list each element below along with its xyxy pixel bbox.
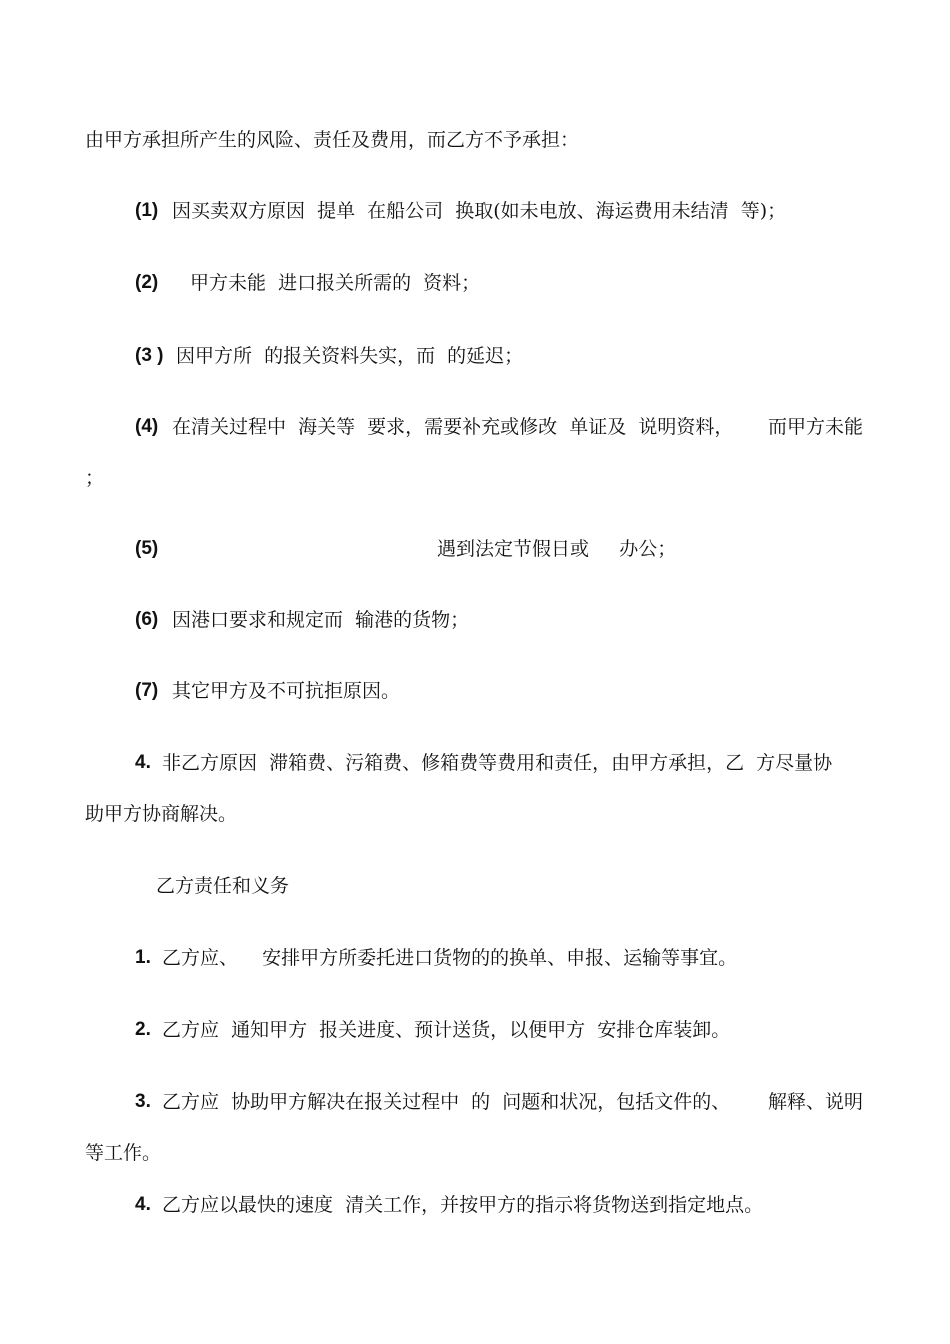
- item-6-number: (6): [135, 609, 159, 630]
- item-4-continuation: ；: [85, 467, 105, 489]
- item-4-tail: 而甲方未能: [768, 416, 864, 438]
- duty-2-number: 2.: [135, 1019, 151, 1040]
- duty-3-text: 乙方应 协助甲方解决在报关过程中 的 问题和状况，包括文件的、: [162, 1091, 731, 1113]
- para-4-number: 4.: [135, 752, 151, 773]
- item-3-text: 因甲方所 的报关资料失实，而 的延迟；: [176, 345, 524, 367]
- item-1-text: 因买卖双方原因 提单 在船公司 换取(如未电放、海运费用未结清 等)；: [172, 200, 787, 222]
- duty-3-tail: 解释、说明: [768, 1091, 864, 1113]
- para-4-text: 非乙方原因 滞箱费、污箱费、修箱费等费用和责任，由甲方承担，乙 方尽量协: [162, 752, 833, 774]
- duty-1-text: 乙方应、 安排甲方所委托进口货物的的换单、申报、运输等事宜。: [162, 947, 738, 969]
- item-6-text: 因港口要求和规定而 输港的货物；: [172, 609, 470, 631]
- duty-1-number: 1.: [135, 947, 151, 968]
- intro-line: 由甲方承担所产生的风险、责任及费用，而乙方不予承担：: [85, 129, 580, 151]
- duty-3-number: 3.: [135, 1091, 151, 1112]
- duty-4-number: 4.: [135, 1194, 151, 1215]
- item-7-text: 其它甲方及不可抗拒原因。: [172, 680, 401, 702]
- item-7-number: (7): [135, 680, 159, 701]
- item-4-text: 在清关过程中 海关等 要求，需要补充或修改 单证及 说明资料，: [172, 416, 734, 438]
- item-4-number: (4): [135, 416, 159, 437]
- item-2-text: 甲方未能 进口报关所需的 资料；: [190, 272, 481, 294]
- item-5-text: 遇到法定节假日或 办公；: [437, 538, 677, 560]
- item-1-number: (1): [135, 200, 159, 221]
- duty-3-continuation: 等工作。: [85, 1142, 162, 1164]
- item-2-number: (2): [135, 272, 159, 293]
- para-4-continuation: 助甲方协商解决。: [85, 803, 238, 825]
- section-heading: 乙方责任和义务: [156, 875, 290, 897]
- duty-4-text: 乙方应以最快的速度 清关工作，并按甲方的指示将货物送到指定地点。: [162, 1194, 764, 1216]
- item-5-number: (5): [135, 538, 159, 559]
- duty-2-text: 乙方应 通知甲方 报关进度、预计送货，以便甲方 安排仓库装卸。: [162, 1019, 731, 1041]
- item-3-number: (3 ): [135, 345, 164, 366]
